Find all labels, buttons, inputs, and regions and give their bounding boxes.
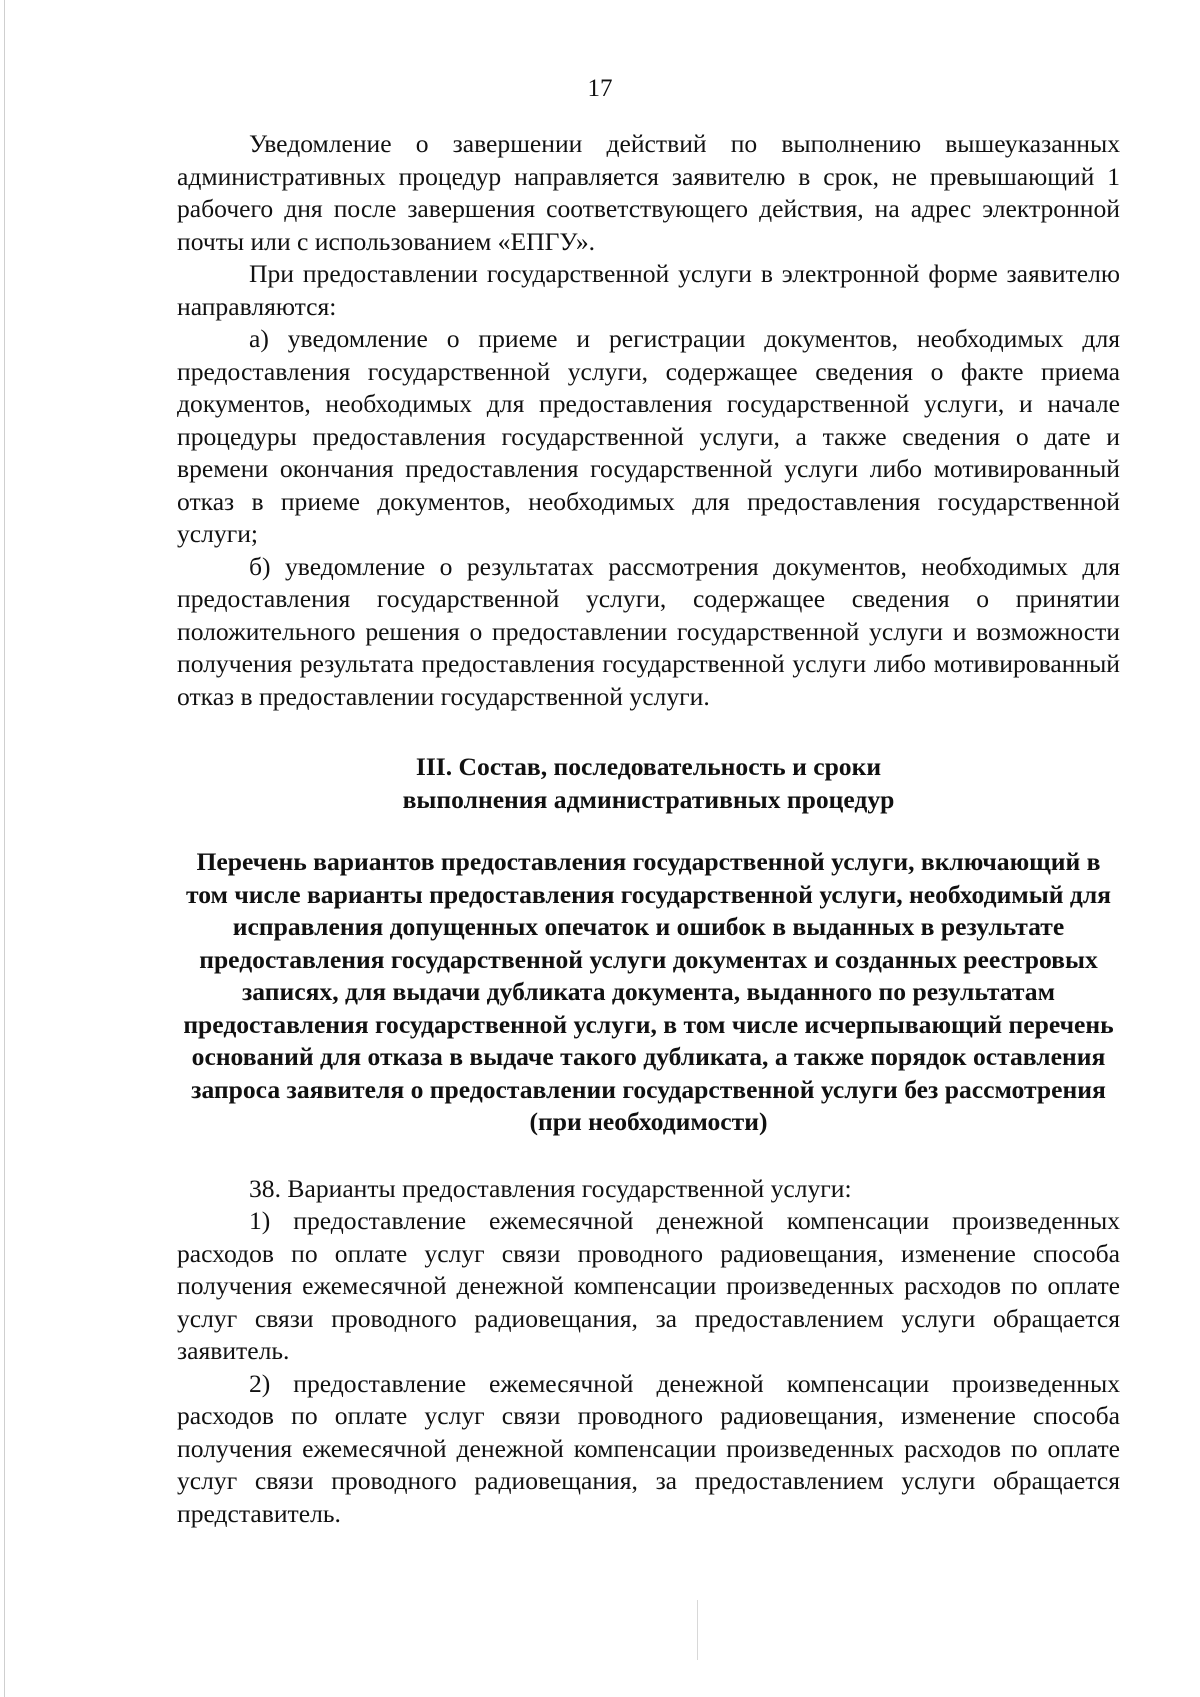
clause-item-1: 1) предоставление ежемесячной денежной компенсации произведенных расходов по оплате услуг связи проводного радиовещания, изменение способа получения ежемесячной денежной компенсации произведенных расходов по оплате услуг связи проводного радиовещания, за предоставлением услуги обращается заявитель. <box>177 1206 1120 1365</box>
section-heading-line-1: III. Состав, последовательность и сроки <box>415 752 882 781</box>
scan-edge-line <box>4 0 5 1697</box>
document-body <box>177 128 1120 1530</box>
section-heading <box>177 751 1120 816</box>
paragraph-electronic-form: При предоставлении государственной услуги в электронной форме заявителю направляются: <box>177 259 1120 321</box>
paragraph-notification: Уведомление о завершении действий по выполнению вышеуказанных административных процедур направляется заявителю в срок, не превышающий 1 рабочего дня после завершения соответствующего действия, на адрес электронной почты или с использованием «ЕПГУ». <box>177 129 1120 256</box>
clause-38 <box>177 1173 1120 1531</box>
page-number: 17 <box>587 75 613 102</box>
scan-artifact-mark <box>697 1600 698 1660</box>
section-heading-line-2: выполнения административных процедур <box>402 784 895 814</box>
paragraph-item-a: а) уведомление о приеме и регистрации документов, необходимых для предоставления государственной услуги, содержащее сведения о факте приема документов, необходимых для предоставления государственной услуги, и начале процедуры предоставления государственной услуги, а также сведения о дате и времени окончания предоставления государственной услуги либо мотивированный отказ в приеме документов, необходимых для предоставления государственной услуги; <box>177 324 1120 548</box>
paragraph-item-b: б) уведомление о результатах рассмотрения документов, необходимых для предоставления государственной услуги, содержащее сведения о принятии положительного решения о предоставлении государственной услуги и возможности получения результата предоставления государственной услуги либо мотивированный отказ в предоставлении государственной услуги. <box>177 551 1120 711</box>
clause-item-2: 2) предоставление ежемесячной денежной компенсации произведенных расходов по оплате услуг связи проводного радиовещания, изменение способа получения ежемесячной денежной компенсации произведенных расходов по оплате услуг связи проводного радиовещания, за предоставлением услуги обращается представитель. <box>177 1368 1120 1528</box>
sub-heading: Перечень вариантов предоставления государственной услуги, включающий в том числе варианты предоставления государственной услуги, необходимый для исправления допущенных опечаток и ошибок в выданных в результате предоставления государственной услуги документах и созданных реестровых записях, для выдачи дубликата документа, выданного по результатам предоставления государственной услуги, в том числе исчерпывающий перечень оснований для отказа в выдаче такого дубликата, а также порядок оставления запроса заявителя о предоставлении государственной услуги без рассмотрения (при необходимости) <box>183 847 1114 1136</box>
clause-intro: 38. Варианты предоставления государственной услуги: <box>249 1173 852 1203</box>
